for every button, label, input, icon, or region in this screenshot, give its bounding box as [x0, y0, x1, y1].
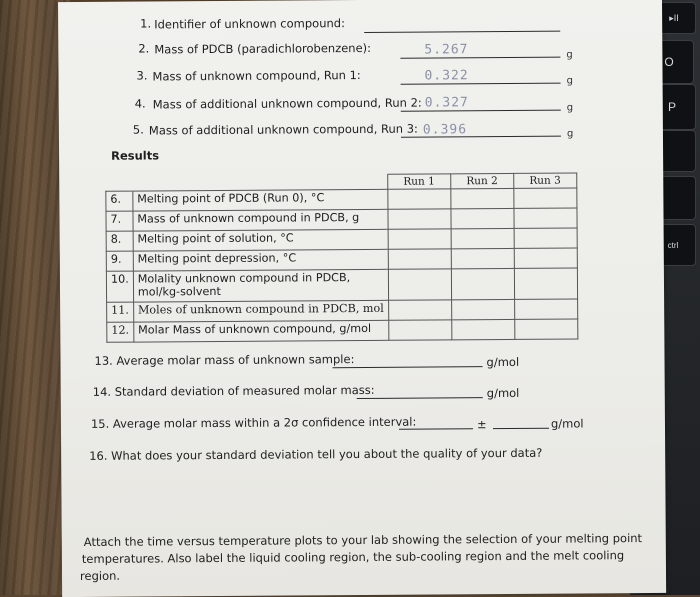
question-15-answer-line-2	[493, 428, 549, 429]
row-label-line-1: Molality unknown compound in PDCB,	[137, 271, 351, 286]
item-3-unit: g	[566, 75, 573, 87]
row-label: Melting point of solution, °C	[133, 229, 388, 251]
row-label: Mass of unknown compound in PDCB, g	[133, 209, 388, 231]
cell-run-3[interactable]	[514, 248, 577, 268]
results-heading: Results	[111, 148, 160, 163]
row-label: Melting point depression, °C	[133, 249, 388, 271]
row-number: 10.	[106, 271, 133, 302]
question-13-label: 13. Average molar mass of unknown sample:	[94, 352, 355, 368]
item-3-label: Mass of unknown compound, Run 1:	[152, 67, 361, 84]
cell-run-3[interactable]	[515, 319, 578, 339]
question-14-unit: g/mol	[486, 385, 520, 401]
cell-run-2[interactable]	[451, 228, 514, 248]
item-5-answer-line	[401, 136, 561, 138]
item-3-number: 3.	[136, 68, 148, 83]
question-15-plus-minus: ±	[476, 417, 487, 432]
row-label: Moles of unknown compound in PDCB, mol	[133, 300, 388, 322]
item-5-value: 0.396	[422, 122, 468, 138]
row-label	[133, 269, 388, 302]
cell-run-3[interactable]	[514, 228, 577, 248]
item-5-label: Mass of additional unknown compound, Run 3:	[148, 121, 418, 138]
cell-run-2[interactable]	[451, 188, 514, 208]
cell-run-1[interactable]	[389, 320, 452, 340]
item-1-label: Identifier of unknown compound:	[154, 16, 345, 32]
cell-run-2[interactable]	[452, 319, 515, 339]
instructions-line-2: temperatures. Also label the liquid cooling region, the sub-cooling region and the melt cooling	[81, 548, 625, 566]
cell-run-2[interactable]	[451, 248, 514, 268]
question-15-answer-line-1	[399, 428, 473, 430]
cell-run-3[interactable]	[514, 208, 577, 228]
cell-run-1[interactable]	[388, 300, 451, 320]
item-2-unit: g	[566, 49, 573, 61]
row-number: 7.	[106, 211, 133, 231]
item-4-label: Mass of additional unknown compound, Run 2:	[152, 95, 422, 112]
question-14-label: 14. Standard deviation of measured molar mass:	[92, 382, 375, 399]
cell-run-1[interactable]	[388, 249, 451, 269]
table-row	[106, 268, 577, 302]
row-number: 6.	[106, 191, 133, 211]
instructions-line-3: region.	[79, 568, 121, 583]
item-2-answer-line	[400, 57, 560, 59]
row-label: Melting point of PDCB (Run 0), °C	[133, 189, 388, 211]
cell-run-2[interactable]	[451, 299, 514, 319]
cell-run-2[interactable]	[451, 268, 514, 299]
instructions-line-1: Attach the time versus temperature plots to your lab showing the selection of your melting point	[83, 531, 643, 549]
key-o: O	[644, 40, 694, 84]
worksheet-page	[58, 0, 666, 597]
item-5-unit: g	[566, 128, 574, 140]
item-1-number: 1.	[140, 16, 152, 31]
item-2-number: 2.	[138, 41, 150, 56]
item-4-unit: g	[566, 102, 574, 114]
question-13-unit: g/mol	[486, 354, 520, 370]
item-4-answer-line	[401, 110, 561, 112]
question-14-answer-line	[357, 397, 483, 399]
column-header-run-1: Run 1	[388, 174, 451, 189]
question-15-unit: g/mol	[550, 416, 584, 431]
row-number: 8.	[106, 231, 133, 251]
cell-run-3[interactable]	[514, 188, 577, 208]
key-ctrl: ctrl	[650, 224, 696, 266]
question-15-label: 15. Average molar mass within a 2σ confidence interval:	[90, 414, 417, 431]
cell-run-3[interactable]	[514, 268, 577, 299]
key-play-pause: ▸II	[652, 2, 696, 34]
cell-run-1[interactable]	[388, 229, 451, 249]
cell-run-1[interactable]	[388, 269, 451, 300]
item-1-answer-line	[364, 31, 560, 33]
question-13-answer-line	[333, 366, 483, 368]
item-2-value: 5.267	[424, 42, 469, 58]
item-3-answer-line	[401, 83, 561, 85]
row-number: 9.	[106, 251, 133, 271]
cell-run-3[interactable]	[514, 299, 577, 319]
item-5-number: 5.	[132, 122, 144, 137]
row-label: Molar Mass of unknown compound, g/mol	[134, 320, 389, 342]
row-label-line-2: mol/kg-solvent	[137, 284, 221, 299]
cell-run-2[interactable]	[451, 208, 514, 228]
column-header-run-2: Run 2	[451, 173, 514, 188]
table-row	[107, 319, 578, 342]
item-4-number: 4.	[134, 96, 146, 111]
row-number: 12.	[107, 322, 134, 342]
column-header-run-3: Run 3	[514, 173, 577, 188]
question-16-label: 16. What does your standard deviation tell you about the quality of your data?	[89, 445, 543, 463]
key-p: P	[648, 84, 696, 130]
item-2-label: Mass of PDCB (paradichlorobenzene):	[154, 40, 372, 57]
item-3-value: 0.322	[424, 68, 469, 84]
cell-run-1[interactable]	[388, 189, 451, 209]
cell-run-1[interactable]	[388, 209, 451, 229]
item-4-value: 0.327	[424, 95, 469, 111]
row-number: 11.	[107, 302, 134, 322]
results-table	[105, 172, 578, 342]
